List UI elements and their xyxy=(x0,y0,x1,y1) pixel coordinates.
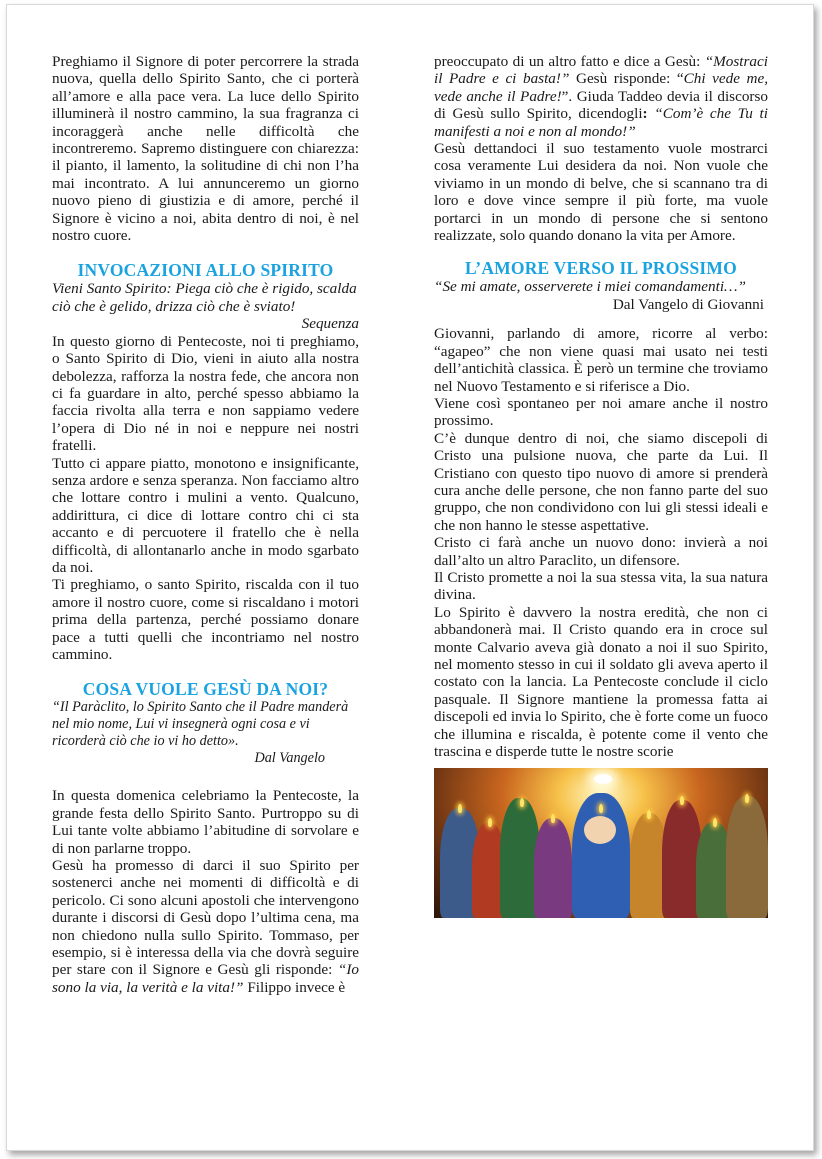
chi-vede-quote: Chi vede me, vede anche il Padre! xyxy=(434,70,769,105)
pentecost-painting-image xyxy=(434,768,768,918)
se-mi-amate-quote: “Se mi amate, osserverete i miei comandamenti…” xyxy=(434,278,746,296)
colon: : xyxy=(642,105,655,123)
vangelo-source: Dal Vangelo xyxy=(254,750,325,767)
paraclito-quote: “Il Paràclito, lo Spirito Santo che il Padre manderà nel mio nome, Lui vi insegnerà ogni cosa e vi ricorderà ciò che io vi ho detto». xyxy=(52,699,349,750)
filippo-text: Filippo invece è xyxy=(243,978,346,996)
testamento-paragraph: Gesù dettandoci il suo testamento vuole mostrarci cosa veramente Lui desidera da noi. Non vuole che viviamo in un mondo di belve, che si scannano tra di loro e dove vince sempre il più forte, ma vuole portarci in un mondo di persone che si sentono realizzate, solo quando donano la vita per Amore. xyxy=(434,140,768,245)
filippo-text-c: ”. Giuda Taddeo devia il discorso di Gesù sullo Spirito, dicendogli xyxy=(434,87,768,123)
filippo-continuation-paragraph xyxy=(434,53,768,140)
pentecoste-prayer-paragraph: In questo giorno di Pentecoste, noi ti preghiamo, o Santo Spirito di Dio, vieni in aiuto alla nostra debolezza, rafforza la nostra fede, che ancora non ci fa guardare in alto, perché spesso abbiamo la faccia rivolta alla terra e non sappiamo vedere l’opera di Dio né in noi e neppure nei nostri fratelli. xyxy=(52,332,359,455)
agapeo-paragraph: Giovanni, parlando di amore, ricorre al verbo: “agapeo” che non viene quasi mai usato nei testi dell’antichità classica. È però un termine che troviamo nel Nuovo Testamento e si riferisce a Dio. xyxy=(434,325,768,395)
filippo-text-b: Gesù risponde: “ xyxy=(569,70,684,88)
sequenza-quote: Vieni Santo Spirito: Piega ciò che è rigido, scalda ciò che è gelido, drizza ciò che è sviato! xyxy=(52,280,357,315)
dove-figure xyxy=(594,774,612,784)
sequenza-source: Sequenza xyxy=(301,315,359,333)
spontaneo-paragraph: Viene così spontaneo per noi amare anche il nostro prossimo. xyxy=(434,394,768,430)
section-heading-amore: L’AMORE VERSO IL PROSSIMO xyxy=(465,258,737,279)
section-heading-invocazioni: INVOCAZIONI ALLO SPIRITO xyxy=(77,260,334,281)
via-verita-quote: “Io sono la via, la verità e la vita!” xyxy=(52,961,359,996)
filippo-text-a: preoccupato di un altro fatto e dice a Gesù: xyxy=(434,53,705,70)
mulini-paragraph: Tutto ci appare piatto, monotono e insignificante, senza ardore e senza speranza. Non facciamo altro che lottare contro i mulini a vento. Qualcuno, addirittura, ci dice di lottare contro chi ci sta accanto e di percuotere il fratello che è nella difficoltà, di allontanarlo anche in modo sgarbato da noi. xyxy=(52,454,359,576)
document-page xyxy=(6,4,814,1151)
apostoli-text: Gesù ha promesso di darci il suo Spirito per sostenerci anche nei momenti di difficoltà e di pericolo. Ci sono alcuni apostoli che intervengono durante i discorsi di Gesù dopo l’ultima cena, ma non chiedono nulla sullo Spirito. Tommaso, per esempio, si è interessa della via che dovrà seguire per stare con il Signore e Gesù gli risponde: xyxy=(52,857,359,979)
festa-paragraph: In questa domenica celebriamo la Pentecoste, la grande festa dello Spirito Santo. Purtroppo su di Lui tante volte abbiamo l’abitudine di sorvolare e di non parlarne troppo. xyxy=(52,787,359,857)
apostoli-paragraph xyxy=(52,857,359,996)
intro-paragraph: Preghiamo il Signore di poter percorrere la strada nuova, quella dello Spirito Santo, che ci porterà all’amore e alla pace vera. La luce dello Spirito illuminerà il nostro cammino, la sua fragranza ci incoraggerà anche nelle difficoltà che incontreremo. Sapremo distinguere con chiarezza: il pianto, il lamento, la solitudine di chi non l’ha mai incontrato. A lui annunceremo un giorno nuovo pieno di giustizia e di amore, perché il Signore è vicino a noi, abita dentro di noi, è nel nostro cuore. xyxy=(52,53,359,245)
right-column xyxy=(434,53,768,918)
giovanni-source: Dal Vangelo di Giovanni xyxy=(612,295,764,313)
riscalda-paragraph: Ti preghiamo, o santo Spirito, riscalda con il tuo amore il nostro cuore, come si riscaldano i motori prima della partenza, perché possiamo donare pace a tutti quelli che incontriamo nel nostro cammino. xyxy=(52,576,359,663)
natura-divina-paragraph: Il Cristo promette a noi la sua stessa vita, la sua natura divina. xyxy=(434,568,768,604)
com-e-quote: “Com’è che Tu ti manifesti a noi e non al mondo!” xyxy=(434,105,768,140)
pulsione-paragraph: C’è dunque dentro di noi, che siamo discepoli di Cristo una pulsione nuova, che parte da Lui. Il Cristiano con questo tipo nuovo di amore si prenderà cura anche delle persone, che non fanno parte del suo gruppo, che non condividono con lui gli stessi ideali e che non hanno le stesse aspettative. xyxy=(434,429,768,534)
left-column xyxy=(52,53,359,996)
paraclito-dono-paragraph: Cristo ci farà anche un nuovo dono: invierà a noi dall’alto un altro Paraclito, un difensore. xyxy=(434,534,768,569)
mostraci-quote: “Mostraci il Padre e ci basta!” xyxy=(434,53,768,88)
section-heading-cosa-vuole: COSA VUOLE GESÙ DA NOI? xyxy=(82,679,329,700)
eredita-paragraph: Lo Spirito è davvero la nostra eredità, che non ci abbandonerà mai. Il Cristo quando era in croce sul monte Calvario aveva già donato a noi il suo Spirito, nel momento stesso in cui il soldato gli aveva aperto il costato con la lancia. La Pentecoste conclude il ciclo pasquale. Il Signore mantiene la promessa fatta ai discepoli ed invia lo Spirito, che è forte come un fuoco che illumina e riscalda, è potente come il vento che trascina e disperde tutte le nostre scorie xyxy=(434,603,768,761)
